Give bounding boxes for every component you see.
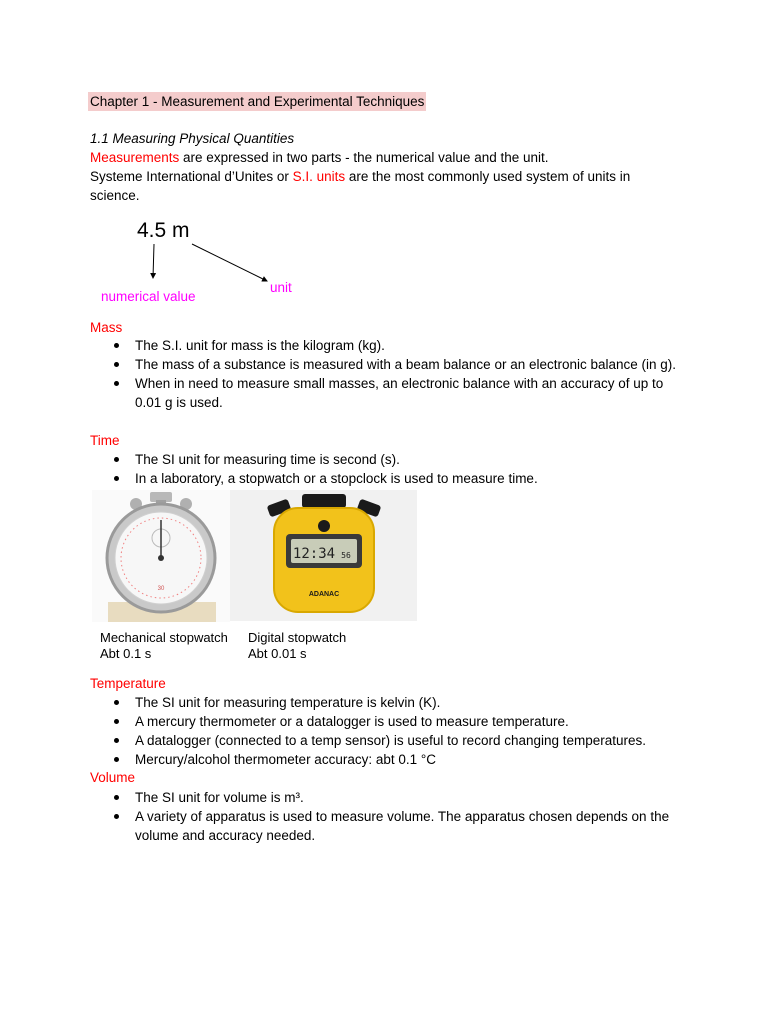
digital-stopwatch-image (230, 490, 417, 621)
temperature-list (112, 693, 692, 769)
time-list (112, 450, 692, 488)
label-numerical-value: numerical value (101, 289, 196, 304)
list-item: The mass of a substance is measured with a beam balance or an electronic balance (in g). (112, 355, 692, 374)
arrow-to-value (153, 244, 154, 278)
svg-text:30: 30 (157, 586, 165, 592)
list-item: The SI unit for volume is m³. (112, 788, 692, 807)
caption-mechanical (100, 630, 228, 662)
list-item: The SI unit for measuring time is second (s). (112, 450, 692, 469)
stopwatch-brand: ADANAC (308, 591, 340, 598)
intro-line-3: science. (90, 188, 140, 203)
heading-temperature: Temperature (90, 676, 166, 691)
list-item: The SI unit for measuring temperature is kelvin (K). (112, 693, 692, 712)
list-item: In a laboratory, a stopwatch or a stopclock is used to measure time. (112, 469, 692, 488)
intro-line-1 (90, 148, 549, 167)
label-unit: unit (270, 280, 292, 295)
term-measurements: Measurements (90, 150, 180, 165)
caption-digital (248, 630, 346, 662)
caption-mechanical-accuracy: Abt 0.1 s (100, 646, 152, 661)
list-item: Mercury/alcohol thermometer accuracy: abt 0.1 °C (112, 750, 692, 769)
heading-mass: Mass (90, 320, 123, 335)
stopwatch-display-small: 56 (341, 551, 351, 560)
list-item: A variety of apparatus is used to measure volume. The apparatus chosen depends on the volume and accuracy needed. (112, 807, 692, 845)
quantity-example: 4.5 m (137, 219, 190, 242)
intro-line-1-text: are expressed in two parts - the numerical value and the unit. (179, 150, 549, 165)
heading-volume: Volume (90, 770, 136, 785)
heading-time: Time (90, 433, 120, 448)
caption-mechanical-name: Mechanical stopwatch (100, 630, 228, 645)
list-item: When in need to measure small masses, an electronic balance with an accuracy of up to 0.01 g is used. (112, 374, 692, 412)
diagram-arrows (140, 240, 280, 290)
section-heading: 1.1 Measuring Physical Quantities (90, 131, 295, 146)
chapter-title: Chapter 1 - Measurement and Experimental Techniques (90, 94, 425, 109)
caption-digital-name: Digital stopwatch (248, 630, 347, 645)
intro-line-2-start: Systeme International d’Unites or (90, 169, 293, 184)
term-si-units: S.I. units (292, 169, 346, 184)
intro-line-2-rest: are the most commonly used system of units in (345, 169, 631, 184)
list-item: A datalogger (connected to a temp sensor) is useful to record changing temperatures. (112, 731, 692, 750)
intro-line-2 (90, 167, 630, 186)
stopwatch-display: 12:34 (292, 546, 336, 562)
volume-list (112, 788, 692, 845)
list-item: A mercury thermometer or a datalogger is used to measure temperature. (112, 712, 692, 731)
mechanical-stopwatch-image (92, 490, 230, 622)
list-item: The S.I. unit for mass is the kilogram (kg). (112, 336, 692, 355)
arrow-to-unit (192, 244, 267, 281)
caption-digital-accuracy: Abt 0.01 s (248, 646, 307, 661)
mass-list (112, 336, 692, 412)
